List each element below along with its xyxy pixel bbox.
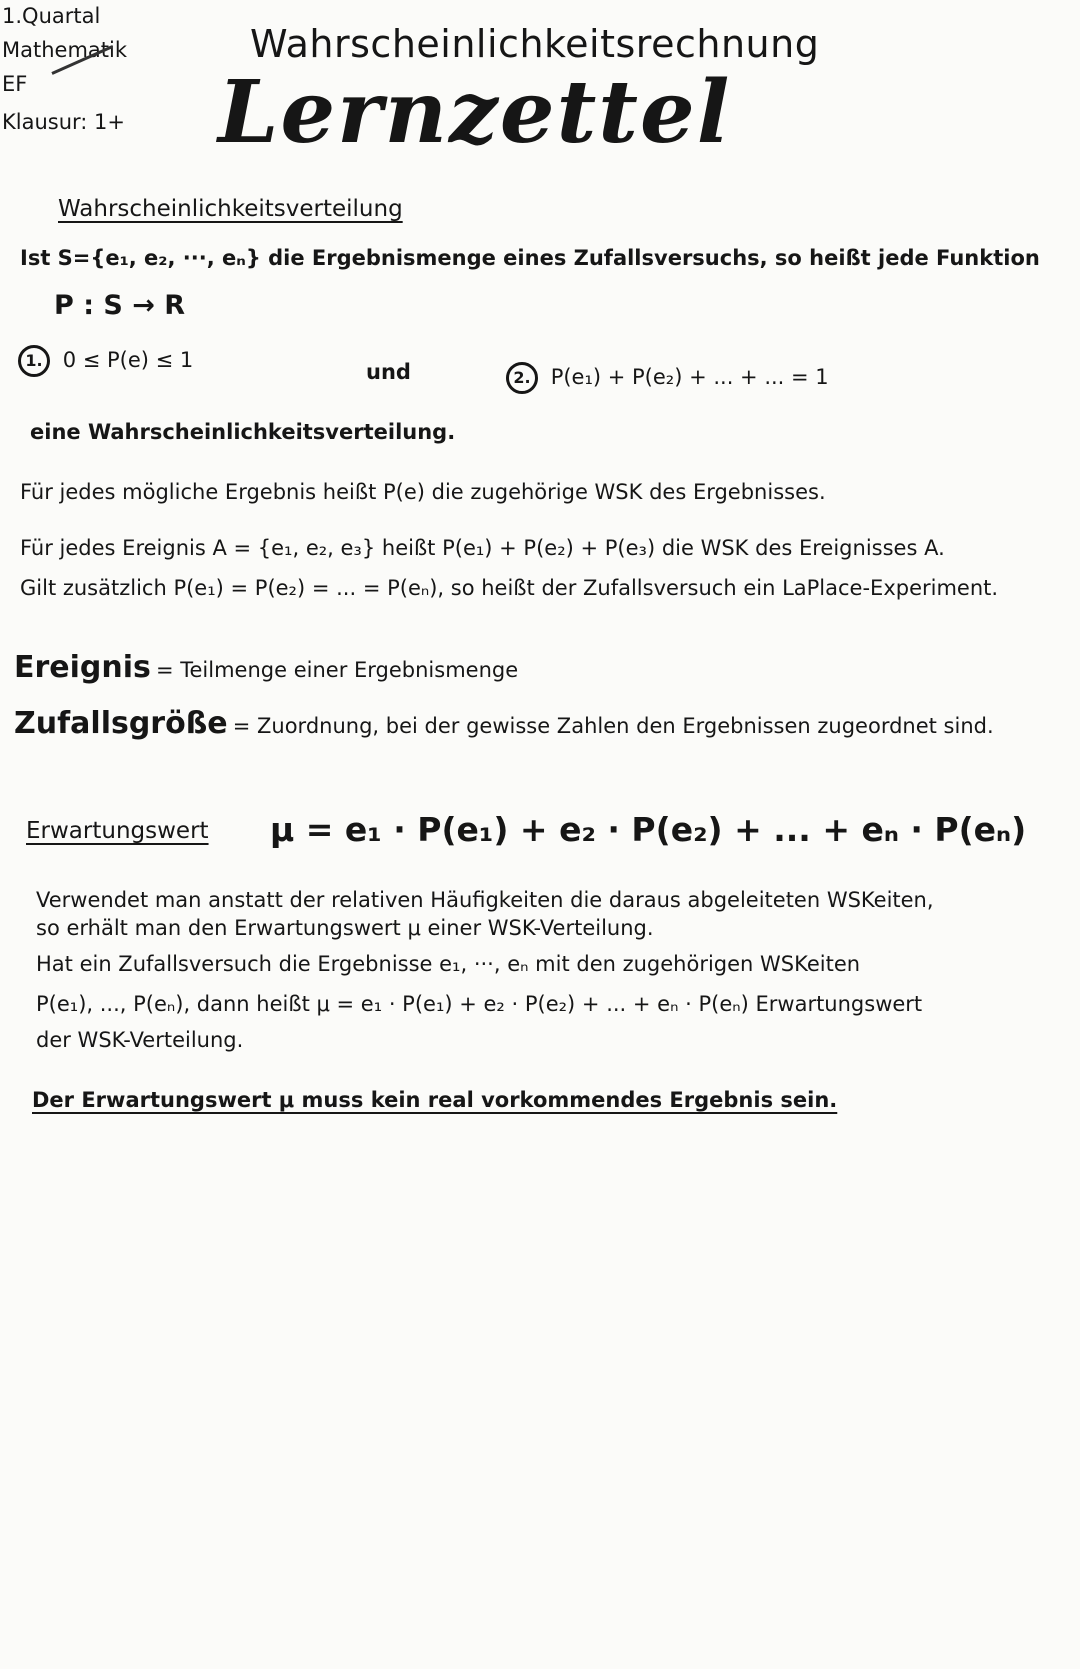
expectation-note: Der Erwartungswert μ muss kein real vorkommendes Ergebnis sein. [32,1088,838,1112]
section-heading-expectation: Erwartungswert [26,818,209,844]
distribution-mapping: P : S → R [54,290,186,321]
distribution-intro: Ist S={e₁, e₂, ···, eₙ} die Ergebnismenge eines Zufallsversuchs, so heißt jede Funktion [20,246,1040,270]
section-heading-distribution: Wahrscheinlichkeitsverteilung [58,196,403,222]
exam-label: Klausur: 1+ [2,110,126,134]
expectation-p2-line1: Hat ein Zufallsversuch die Ergebnisse e₁, ···, eₙ mit den zugehörigen WSKeiten [36,952,861,976]
quarter-label: 1.Quartal [2,4,101,28]
definition-term: Zufallsgröße [14,706,228,741]
page-subtitle: Lernzettel [218,62,732,163]
and-word: und [366,360,411,384]
expectation-p2-line2: P(e₁), ..., P(eₙ), dann heißt μ = e₁ · P(e₁) + e₂ · P(e₂) + ... + eₙ · P(eₙ) Erwartungswert [36,992,923,1016]
number-circle-1: 1. [18,345,50,377]
condition-1-text: 0 ≤ P(e) ≤ 1 [62,348,194,372]
condition-2-text: P(e₁) + P(e₂) + ... + ... = 1 [550,365,829,389]
subject-label: Mathematik [2,38,128,62]
expectation-p2-line3: der WSK-Verteilung. [36,1028,244,1052]
distribution-line-2: Für jedes Ereignis A = {e₁, e₂, e₃} heißt P(e₁) + P(e₂) + P(e₃) die WSK des Ereignisses A. [20,536,945,560]
distribution-line-1: Für jedes mögliche Ergebnis heißt P(e) die zugehörige WSK des Ergebnisses. [20,480,826,504]
level-label: EF [2,72,28,96]
expectation-p1-line2: so erhält man den Erwartungswert μ einer WSK-Verteilung. [36,916,654,940]
definition-text: = Zuordnung, bei der gewisse Zahlen den Ergebnissen zugeordnet sind. [232,714,994,738]
expectation-formula: μ = e₁ · P(e₁) + e₂ · P(e₂) + ... + eₙ · P(eₙ) [270,810,1027,849]
condition-1 [18,345,193,377]
condition-2 [506,362,829,394]
distribution-conclusion: eine Wahrscheinlichkeitsverteilung. [30,420,456,444]
number-circle-2: 2. [506,362,538,394]
definition-term: Ereignis [14,650,151,685]
distribution-line-3: Gilt zusätzlich P(e₁) = P(e₂) = ... = P(eₙ), so heißt der Zufallsversuch ein LaPlace-Experiment. [20,576,999,600]
definition-text: = Teilmenge einer Ergebnismenge [155,658,519,682]
definition-ereignis [14,650,518,685]
expectation-p1-line1: Verwendet man anstatt der relativen Häufigkeiten die daraus abgeleiteten WSKeiten, [36,888,934,912]
page-title: Wahrscheinlichkeitsrechnung [250,22,820,66]
definition-zufallsgroesse [14,706,994,741]
